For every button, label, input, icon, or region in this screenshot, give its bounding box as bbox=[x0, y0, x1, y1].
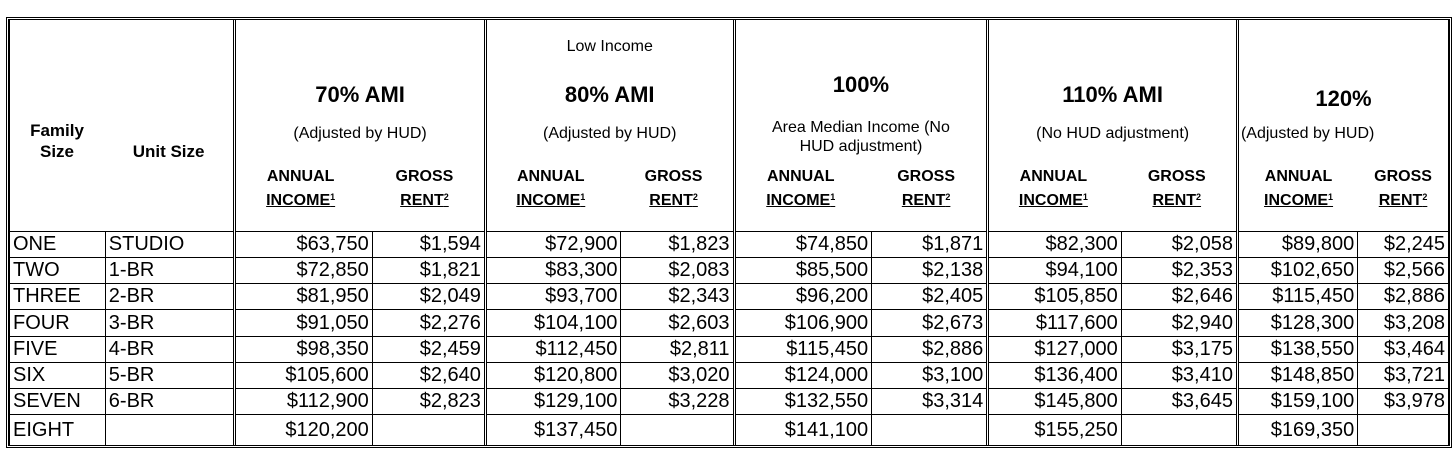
group-80-top-note: Low Income bbox=[566, 38, 653, 55]
table-row bbox=[10, 257, 1449, 283]
family-size-cell: SIX bbox=[10, 362, 106, 388]
group-100-header bbox=[734, 20, 988, 231]
gross-rent-cell: $2,049 bbox=[372, 284, 485, 310]
unit-size-cell: 4-BR bbox=[105, 336, 234, 362]
annual-income-cell: $93,700 bbox=[485, 284, 621, 310]
group-80-rent-header: GROSS RENT$^2$ bbox=[644, 168, 703, 209]
family-size-header-text: Family Size bbox=[30, 121, 84, 161]
gross-rent-cell bbox=[872, 415, 988, 445]
annual-income-cell: $112,450 bbox=[485, 336, 621, 362]
gross-rent-cell: $3,100 bbox=[872, 362, 988, 388]
annual-income-cell: $155,250 bbox=[988, 415, 1122, 445]
gross-rent-cell: $3,410 bbox=[1121, 362, 1237, 388]
table-row bbox=[10, 415, 1449, 445]
gross-rent-cell: $2,640 bbox=[372, 362, 485, 388]
table-row bbox=[10, 389, 1449, 415]
group-100-rent-header: GROSS RENT$^2$ bbox=[897, 168, 955, 209]
family-size-cell: TWO bbox=[10, 257, 106, 283]
gross-rent-cell: $3,464 bbox=[1358, 336, 1449, 362]
gross-rent-cell: $3,721 bbox=[1358, 362, 1449, 388]
gross-rent-cell: $2,940 bbox=[1121, 310, 1237, 336]
annual-income-cell: $104,100 bbox=[485, 310, 621, 336]
unit-size-cell: 3-BR bbox=[105, 310, 234, 336]
gross-rent-cell: $2,353 bbox=[1121, 257, 1237, 283]
annual-income-cell: $74,850 bbox=[734, 231, 872, 257]
group-100-income-header: ANNUAL INCOME$^1$ bbox=[766, 168, 836, 209]
group-110-title: 110% AMI bbox=[1062, 82, 1163, 107]
gross-rent-cell: $2,245 bbox=[1358, 231, 1449, 257]
gross-rent-cell: $2,276 bbox=[372, 310, 485, 336]
gross-rent-cell: $3,228 bbox=[621, 389, 734, 415]
gross-rent-cell: $2,405 bbox=[872, 284, 988, 310]
annual-income-cell: $120,800 bbox=[485, 362, 621, 388]
group-80-note: (Adjusted by HUD) bbox=[543, 125, 677, 142]
annual-income-cell: $127,000 bbox=[988, 336, 1122, 362]
annual-income-cell: $63,750 bbox=[235, 231, 373, 257]
group-70-rent-header: GROSS RENT$^2$ bbox=[395, 168, 454, 209]
group-110-header bbox=[988, 20, 1238, 231]
gross-rent-cell: $3,208 bbox=[1358, 310, 1449, 336]
unit-size-cell: STUDIO bbox=[105, 231, 234, 257]
gross-rent-cell bbox=[1358, 415, 1449, 445]
annual-income-cell: $98,350 bbox=[235, 336, 373, 362]
annual-income-cell: $82,300 bbox=[988, 231, 1122, 257]
annual-income-cell: $124,000 bbox=[734, 362, 872, 388]
annual-income-cell: $136,400 bbox=[988, 362, 1122, 388]
family-size-cell: ONE bbox=[10, 231, 106, 257]
group-110-note: (No HUD adjustment) bbox=[1036, 125, 1190, 142]
gross-rent-cell: $1,594 bbox=[372, 231, 485, 257]
gross-rent-cell: $1,823 bbox=[621, 231, 734, 257]
gross-rent-cell bbox=[372, 415, 485, 445]
gross-rent-cell: $3,645 bbox=[1121, 389, 1237, 415]
family-size-cell: EIGHT bbox=[10, 415, 106, 445]
gross-rent-cell: $2,886 bbox=[1358, 284, 1449, 310]
gross-rent-cell: $2,673 bbox=[872, 310, 988, 336]
family-size-header bbox=[10, 120, 104, 162]
annual-income-cell: $115,450 bbox=[734, 336, 872, 362]
group-80-header bbox=[485, 20, 734, 231]
annual-income-cell: $145,800 bbox=[988, 389, 1122, 415]
table-row bbox=[10, 362, 1449, 388]
family-size-cell: FIVE bbox=[10, 336, 106, 362]
family-size-cell: THREE bbox=[10, 284, 106, 310]
group-120-rent-header: GROSS RENT$^2$ bbox=[1374, 168, 1432, 209]
group-120-header bbox=[1237, 20, 1448, 231]
gross-rent-cell: $2,343 bbox=[621, 284, 734, 310]
group-120-income-header: ANNUAL INCOME$^1$ bbox=[1264, 168, 1334, 209]
annual-income-cell: $129,100 bbox=[485, 389, 621, 415]
family-size-cell: SEVEN bbox=[10, 389, 106, 415]
annual-income-cell: $94,100 bbox=[988, 257, 1122, 283]
unit-size-cell: 6-BR bbox=[105, 389, 234, 415]
gross-rent-cell: $2,566 bbox=[1358, 257, 1449, 283]
gross-rent-cell: $2,459 bbox=[372, 336, 485, 362]
annual-income-cell: $81,950 bbox=[235, 284, 373, 310]
gross-rent-cell: $2,058 bbox=[1121, 231, 1237, 257]
table-row bbox=[10, 336, 1449, 362]
unit-size-cell: 5-BR bbox=[105, 362, 234, 388]
gross-rent-cell: $1,871 bbox=[872, 231, 988, 257]
annual-income-cell: $141,100 bbox=[734, 415, 872, 445]
annual-income-cell: $137,450 bbox=[485, 415, 621, 445]
family-size-cell: FOUR bbox=[10, 310, 106, 336]
income-rent-table bbox=[9, 20, 1449, 445]
group-100-note: Area Median Income (No HUD adjustment) bbox=[771, 119, 950, 155]
group-120-title: 120% bbox=[1315, 86, 1372, 111]
group-110-rent-header: GROSS RENT$^2$ bbox=[1147, 168, 1206, 209]
annual-income-cell: $112,900 bbox=[235, 389, 373, 415]
gross-rent-cell bbox=[621, 415, 734, 445]
annual-income-cell: $102,650 bbox=[1237, 257, 1357, 283]
gross-rent-cell: $1,821 bbox=[372, 257, 485, 283]
annual-income-cell: $83,300 bbox=[485, 257, 621, 283]
gross-rent-cell: $2,811 bbox=[621, 336, 734, 362]
group-80-income-header: ANNUAL INCOME$^1$ bbox=[516, 168, 586, 209]
annual-income-cell: $128,300 bbox=[1237, 310, 1357, 336]
unit-size-cell: 1-BR bbox=[105, 257, 234, 283]
group-80-title: 80% AMI bbox=[564, 82, 655, 107]
table-row bbox=[10, 284, 1449, 310]
table-row bbox=[10, 231, 1449, 257]
gross-rent-cell: $2,646 bbox=[1121, 284, 1237, 310]
annual-income-cell: $105,850 bbox=[988, 284, 1122, 310]
annual-income-cell: $105,600 bbox=[235, 362, 373, 388]
gross-rent-cell: $2,823 bbox=[372, 389, 485, 415]
annual-income-cell: $117,600 bbox=[988, 310, 1122, 336]
annual-income-cell: $72,900 bbox=[485, 231, 621, 257]
annual-income-cell: $89,800 bbox=[1237, 231, 1357, 257]
group-70-note: (Adjusted by HUD) bbox=[293, 125, 427, 142]
annual-income-cell: $159,100 bbox=[1237, 389, 1357, 415]
annual-income-cell: $72,850 bbox=[235, 257, 373, 283]
gross-rent-cell: $3,175 bbox=[1121, 336, 1237, 362]
annual-income-cell: $138,550 bbox=[1237, 336, 1357, 362]
header-row bbox=[10, 20, 1449, 231]
annual-income-cell: $148,850 bbox=[1237, 362, 1357, 388]
annual-income-cell: $120,200 bbox=[235, 415, 373, 445]
annual-income-cell: $96,200 bbox=[734, 284, 872, 310]
gross-rent-cell: $2,603 bbox=[621, 310, 734, 336]
gross-rent-cell: $3,978 bbox=[1358, 389, 1449, 415]
gross-rent-cell: $3,314 bbox=[872, 389, 988, 415]
group-120-note: (Adjusted by HUD) bbox=[1240, 125, 1375, 142]
unit-size-header: Unit Size bbox=[132, 142, 205, 161]
table-row bbox=[10, 310, 1449, 336]
header-labels-cell bbox=[10, 20, 235, 231]
group-70-header bbox=[235, 20, 486, 231]
annual-income-cell: $91,050 bbox=[235, 310, 373, 336]
gross-rent-cell: $3,020 bbox=[621, 362, 734, 388]
annual-income-cell: $106,900 bbox=[734, 310, 872, 336]
annual-income-cell: $85,500 bbox=[734, 257, 872, 283]
table-body bbox=[10, 231, 1449, 445]
unit-size-cell: 2-BR bbox=[105, 284, 234, 310]
income-rent-table-frame bbox=[6, 17, 1452, 448]
unit-size-cell bbox=[105, 415, 234, 445]
gross-rent-cell: $2,886 bbox=[872, 336, 988, 362]
gross-rent-cell bbox=[1121, 415, 1237, 445]
annual-income-cell: $169,350 bbox=[1237, 415, 1357, 445]
annual-income-cell: $115,450 bbox=[1237, 284, 1357, 310]
group-70-income-header: ANNUAL INCOME$^1$ bbox=[266, 168, 336, 209]
annual-income-cell: $132,550 bbox=[734, 389, 872, 415]
gross-rent-cell: $2,138 bbox=[872, 257, 988, 283]
group-110-income-header: ANNUAL INCOME$^1$ bbox=[1018, 168, 1088, 209]
gross-rent-cell: $2,083 bbox=[621, 257, 734, 283]
group-100-title: 100% bbox=[832, 72, 890, 97]
group-70-title: 70% AMI bbox=[315, 82, 405, 107]
